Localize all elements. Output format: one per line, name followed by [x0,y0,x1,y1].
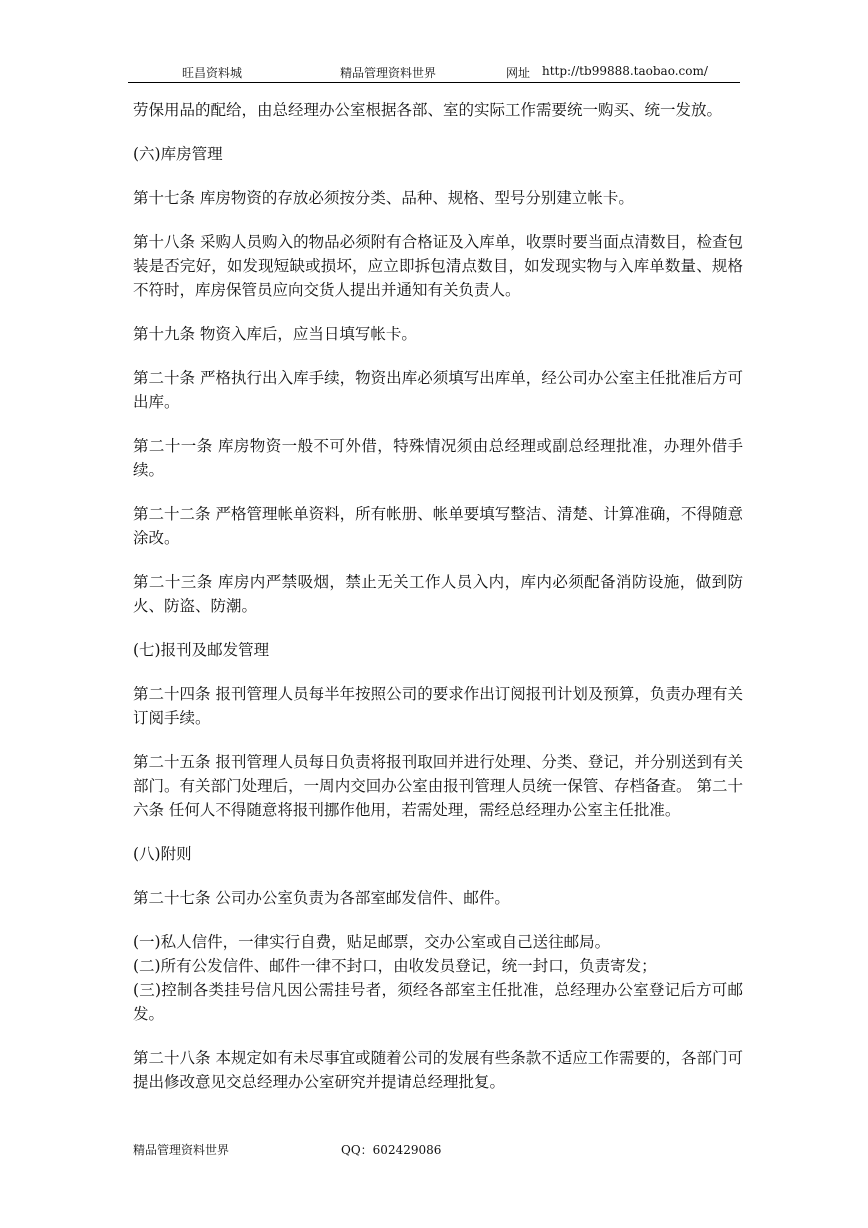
header-title: 精品管理资料世界 [340,66,437,80]
article-23: 第二十三条 库房内严禁吸烟，禁止无关工作人员入内，库内必须配备消防设施，做到防火、防盗、防潮。 [133,573,743,615]
list-item-private-mail: (一)私人信件，一律实行自费，贴足邮票，交办公室或自己送往邮局。 [133,933,611,951]
article-27: 第二十七条 公司办公室负责为各部室邮发信件、邮件。 [133,889,510,907]
list-item-registered-mail: (三)控制各类挂号信凡因公需挂号者，须经各部室主任批准，总经理办公室登记后方可邮发。 [133,981,743,1023]
article-22: 第二十二条 严格管理帐单资料，所有帐册、帐单要填写整洁、清楚、计算准确，不得随意涂改。 [133,505,743,547]
article-21: 第二十一条 库房物资一般不可外借，特殊情况须由总经理或副总经理批准，办理外借手续。 [133,437,743,479]
spacer [133,1026,743,1046]
article-20: 第二十条 严格执行出入库手续，物资出库必须填写出库单，经公司办公室主任批准后方可出库。 [133,369,743,411]
section-heading-newspapers: (七)报刊及邮发管理 [133,641,270,659]
header-shop-name: 旺昌资料城 [182,66,243,80]
article-28: 第二十八条 本规定如有未尽事宜或随着公司的发展有些条款不适应工作需要的，各部门可提出修改意见交总经理办公室研究并提请总经理批复。 [133,1049,743,1091]
section-heading-warehouse: (六)库房管理 [133,145,223,163]
header-url-label: 网址 [506,66,531,80]
article-25-26: 第二十五条 报刊管理人员每日负责将报刊取回并进行处理、分类、登记，并分别送到有关部门。有关部门处理后，一周内交回办公室由报刊管理人员统一保管、存档备查。 第二十六条 任何人不得随意将报刊挪作他用，若需处理，需经总经理办公室主任批准。 [133,753,743,819]
article-24: 第二十四条 报刊管理人员每半年按照公司的要求作出订阅报刊计划及预算，负责办理有关订阅手续。 [133,685,743,727]
document-body [133,98,743,1114]
article-17: 第十七条 库房物资的存放必须按分类、品种、规格、型号分别建立帐卡。 [133,189,634,207]
article-18: 第十八条 采购人员购入的物品必须附有合格证及入库单，收票时要当面点清数目，检查包装是否完好，如发现短缺或损坏，应立即拆包清点数目，如发现实物与入库单数量、规格不符时，库房保管员应向交货人提出并通知有关负责人。 [133,233,743,299]
list-item-official-mail: (二)所有公发信件、邮件一律不封口，由收发员登记，统一封口，负责寄发； [133,957,657,975]
footer-qq: QQ：602429086 [341,1143,442,1157]
footer-brand: 精品管理资料世界 [133,1143,230,1157]
page-header [128,62,740,83]
paragraph-intro: 劳保用品的配给，由总经理办公室根据各部、室的实际工作需要统一购买、统一发放。 [133,101,723,119]
article-19: 第十九条 物资入库后，应当日填写帐卡。 [133,325,417,343]
section-heading-appendix: (八)附则 [133,845,192,863]
header-url-link[interactable]: http://tb99888.taobao.com/ [542,64,708,78]
